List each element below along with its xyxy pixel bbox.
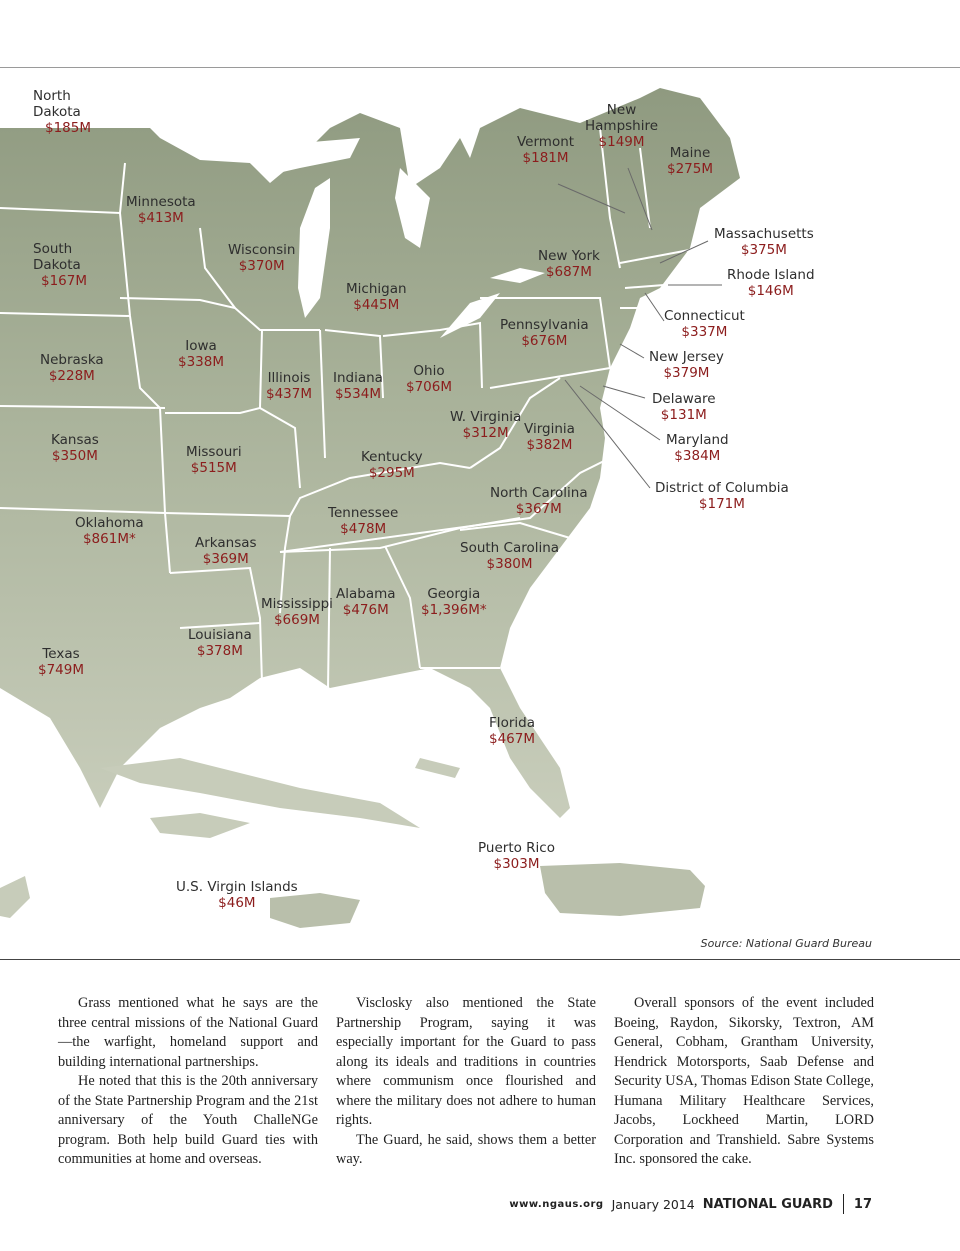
bahamas-island — [415, 758, 460, 778]
footer-divider — [843, 1194, 844, 1214]
state-amount: $413M — [137, 210, 184, 226]
label-minnesota — [126, 194, 196, 226]
page-number: 17 — [853, 1196, 872, 1212]
state-amount: $378M — [196, 643, 243, 659]
jamaica-island — [150, 813, 250, 838]
state-amount: $275M — [667, 161, 714, 177]
label-north-dakota — [33, 88, 91, 136]
state-name: Mississippi — [261, 596, 333, 612]
label-louisiana — [188, 627, 252, 659]
state-name: Indiana — [333, 370, 383, 386]
label-illinois — [266, 370, 312, 402]
state-name: Michigan — [346, 281, 407, 297]
label-new-hampshire — [585, 102, 658, 150]
state-name: Virginia — [524, 421, 575, 437]
state-amount: $375M — [740, 242, 787, 258]
state-amount: $380M — [486, 556, 533, 572]
label-missouri — [186, 444, 242, 476]
state-amount: $337M — [681, 324, 728, 340]
footer-magazine-title: NATIONAL GUARD — [702, 1196, 833, 1212]
puerto-rico-land — [540, 863, 705, 916]
paragraph: The Guard, he said, shows them a better way. — [336, 1131, 596, 1167]
state-name: North Dakota — [33, 88, 81, 120]
state-name: Nebraska — [40, 352, 104, 368]
state-amount: $149M — [598, 134, 645, 150]
state-name: Kentucky — [361, 449, 423, 465]
label-iowa — [178, 338, 224, 370]
label-georgia — [421, 586, 487, 618]
paragraph: Overall sponsors of the event included Boeing, Raydon, Sikorsky, Textron, AM General, Cobham, Grantham University, Hendrick Motorsports, Saab Defense and Security USA, Thomas Edison State College, Humana Military Healthcare Services, Jacobs, Lockheed Martin, LORD Corporation and Transhield. Sabre Systems Inc. sponsored the cake. — [614, 995, 874, 1167]
state-amount: $295M — [368, 465, 415, 481]
state-name: Ohio — [413, 363, 445, 379]
state-name: W. Virginia — [450, 409, 522, 425]
label-south-carolina — [460, 540, 559, 572]
label-south-dakota — [33, 241, 87, 289]
footer-date: January 2014 — [611, 1196, 695, 1212]
state-amount: $312M — [462, 425, 509, 441]
paragraph: Visclosky also mentioned the State Partnership Program, saying it was especially important for the Guard to pass along its ideals and traditions in countries where communism once flourished and where the military does not adhere to human rights. — [336, 995, 596, 1128]
state-name: District of Columbia — [655, 480, 789, 496]
state-name: Maine — [669, 145, 711, 161]
source-credit: Source: National Guard Bureau — [700, 937, 872, 950]
state-name: Puerto Rico — [478, 840, 555, 856]
state-amount: $131M — [660, 407, 707, 423]
label-puerto-rico — [478, 840, 555, 872]
label-alabama — [336, 586, 396, 618]
state-amount: $749M — [38, 662, 85, 678]
state-amount: $146M — [747, 283, 794, 299]
state-name: Arkansas — [195, 535, 257, 551]
label-michigan — [346, 281, 407, 313]
label-indiana — [333, 370, 383, 402]
state-name: Illinois — [267, 370, 311, 386]
state-amount: $437M — [266, 386, 313, 402]
footer-website: www.ngaus.org — [509, 1198, 604, 1210]
label-new-york — [538, 248, 600, 280]
state-amount: $228M — [48, 368, 95, 384]
label-delaware — [652, 391, 716, 423]
state-amount: $46M — [218, 895, 256, 911]
state-amount: $1,396M* — [421, 602, 487, 618]
label-nebraska — [40, 352, 104, 384]
state-name: Connecticut — [664, 308, 745, 324]
label-kansas — [51, 432, 99, 464]
state-name: New York — [538, 248, 600, 264]
state-amount: $669M — [273, 612, 320, 628]
state-amount: $384M — [674, 448, 721, 464]
label-maryland — [666, 432, 729, 464]
state-name: South Carolina — [460, 540, 560, 556]
state-name: Minnesota — [126, 194, 196, 210]
state-amount: $379M — [663, 365, 710, 381]
article-column-1 — [58, 994, 318, 1170]
label-connecticut — [664, 308, 745, 340]
state-name: Delaware — [652, 391, 716, 407]
label-district-of-columbia — [655, 480, 789, 512]
state-amount: $515M — [190, 460, 237, 476]
label-virginia — [524, 421, 575, 453]
label-mississippi — [261, 596, 333, 628]
state-amount: $861M* — [82, 531, 136, 547]
state-name: Tennessee — [328, 505, 399, 521]
label-oklahoma — [75, 515, 144, 547]
cuba-island — [100, 758, 420, 828]
state-amount: $706M — [406, 379, 453, 395]
state-amount: $445M — [353, 297, 400, 313]
page-footer — [509, 1194, 872, 1214]
small-island-left — [0, 876, 30, 918]
state-name: Iowa — [185, 338, 217, 354]
state-amount: $303M — [493, 856, 540, 872]
state-amount: $350M — [51, 448, 98, 464]
state-name: Florida — [489, 715, 535, 731]
article-column-2 — [336, 994, 596, 1170]
label-ohio — [406, 363, 452, 395]
article-column-3 — [614, 994, 874, 1170]
state-name: Texas — [42, 646, 80, 662]
state-amount: $181M — [522, 150, 569, 166]
state-name: Missouri — [186, 444, 242, 460]
label-maine — [667, 145, 713, 177]
label-tennessee — [328, 505, 398, 537]
label-wisconsin — [228, 242, 295, 274]
state-amount: $171M — [698, 496, 745, 512]
state-name: Pennsylvania — [500, 317, 589, 333]
state-amount: $476M — [342, 602, 389, 618]
state-name: Oklahoma — [75, 515, 144, 531]
state-name: U.S. Virgin Islands — [176, 879, 298, 895]
state-name: Maryland — [666, 432, 729, 448]
state-amount: $382M — [526, 437, 573, 453]
label-massachusetts — [714, 226, 814, 258]
label-arkansas — [195, 535, 257, 567]
state-amount: $676M — [521, 333, 568, 349]
state-name: Kansas — [51, 432, 99, 448]
label-new-jersey — [649, 349, 724, 381]
state-name: Wisconsin — [228, 242, 296, 258]
state-amount: $338M — [178, 354, 225, 370]
state-name: New Jersey — [649, 349, 724, 365]
state-name: Vermont — [517, 134, 575, 150]
label-vermont — [517, 134, 574, 166]
state-amount: $370M — [238, 258, 285, 274]
state-amount: $167M — [41, 273, 88, 289]
state-name: Alabama — [336, 586, 396, 602]
state-amount: $687M — [545, 264, 592, 280]
state-name: New Hampshire — [585, 102, 659, 134]
state-amount: $534M — [334, 386, 381, 402]
label-kentucky — [361, 449, 423, 481]
state-name: North Carolina — [490, 485, 588, 501]
state-amount: $185M — [45, 120, 92, 136]
label-texas — [38, 646, 84, 678]
label-us-virgin-islands — [176, 879, 298, 911]
state-name: Massachusetts — [714, 226, 814, 242]
label-rhode-island — [727, 267, 815, 299]
label-west-virginia — [450, 409, 521, 441]
paragraph: Grass mentioned what he says are the three central missions of the National Guard—the warfight, homeland support and building international partnerships. — [58, 995, 318, 1070]
label-north-carolina — [490, 485, 588, 517]
label-pennsylvania — [500, 317, 589, 349]
state-amount: $367M — [515, 501, 562, 517]
label-florida — [489, 715, 535, 747]
state-name: South Dakota — [33, 241, 81, 273]
state-amount: $478M — [340, 521, 387, 537]
paragraph: He noted that this is the 20th anniversary of the State Partnership Program and the 21st anniversary of the Youth ChalleNGe program. Both help build Guard ties with communities at home and overseas. — [58, 1073, 318, 1167]
state-name: Louisiana — [188, 627, 252, 643]
state-amount: $369M — [202, 551, 249, 567]
state-name: Rhode Island — [727, 267, 815, 283]
state-name: Georgia — [427, 586, 481, 602]
map-bottom-rule — [0, 959, 960, 960]
state-amount: $467M — [489, 731, 536, 747]
